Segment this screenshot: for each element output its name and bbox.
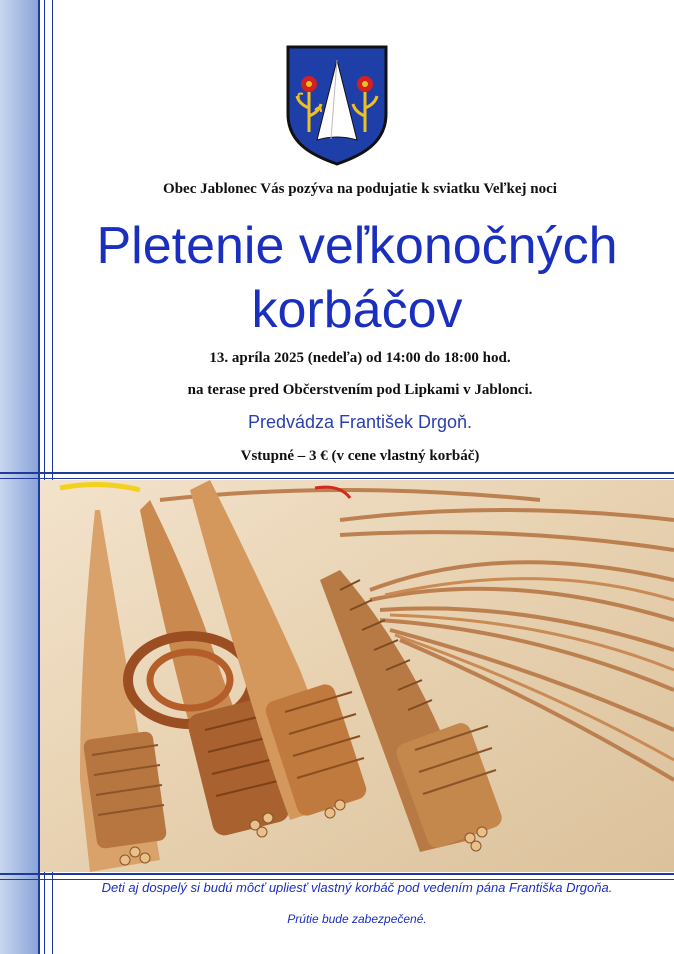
invitation-line: Obec Jablonec Vás pozýva na podujatie k sviatku Veľkej noci: [163, 181, 557, 197]
title-line-2: korbáčov: [251, 281, 463, 339]
footer-note-materials: Prútie bude zabezpečené.: [287, 912, 427, 926]
municipal-coat-of-arms-icon: [285, 44, 389, 166]
event-date: 13. apríla 2025 (nedeľa) od 14:00 do 18:00 hod.: [209, 350, 511, 366]
title-line-1: Pletenie veľkonočných: [96, 217, 618, 275]
event-place: na terase pred Občerstvením pod Lipkami v Jablonci.: [187, 382, 533, 398]
braided-willow-whips-image: [40, 480, 674, 872]
footer-note-participation: Deti aj dospelý si budú môcť upliesť vlastný korbáč pod vedením pána Františka Drgoňa.: [101, 880, 613, 895]
frame-line: [0, 873, 674, 875]
left-decorative-band: [0, 0, 38, 954]
event-title: [40, 214, 674, 342]
entry-fee: Vstupné – 3 € (v cene vlastný korbáč): [240, 448, 480, 464]
event-presenter: Predvádza František Drgoň.: [247, 412, 473, 432]
frame-line: [0, 478, 674, 479]
frame-line: [0, 472, 674, 474]
